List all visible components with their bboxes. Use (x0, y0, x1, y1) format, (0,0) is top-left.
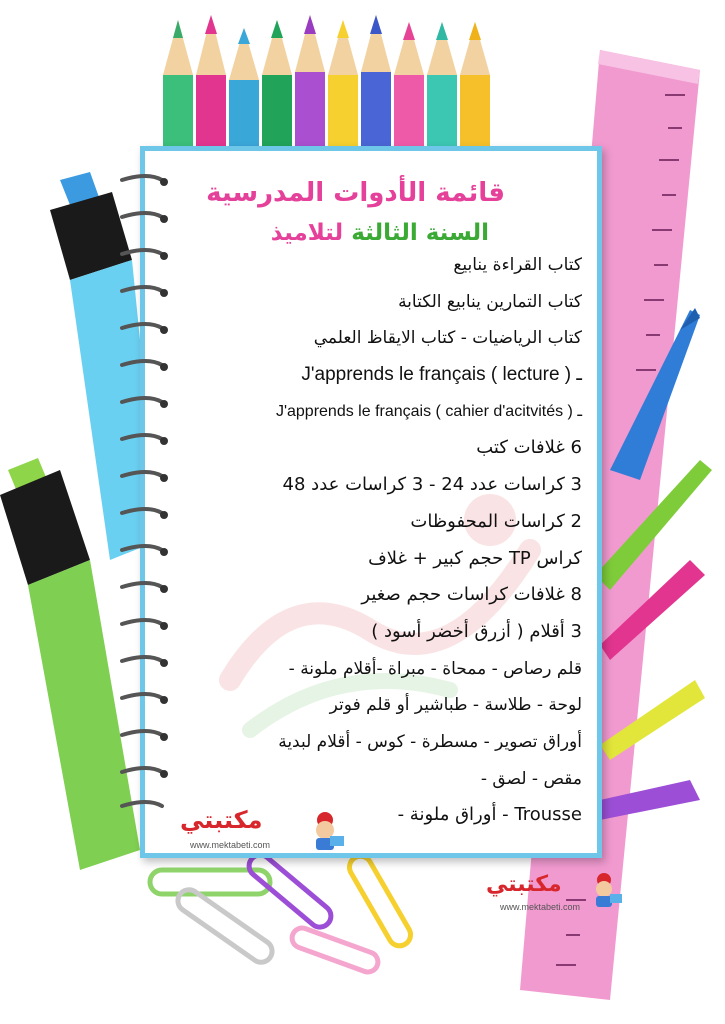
colored-pencils (163, 15, 490, 155)
page-title: قائمة الأدوات المدرسية (206, 178, 505, 208)
list-item: 8 غلافات كراسات حجم صغير (361, 584, 582, 606)
list-item: مقص - لصق - (480, 768, 582, 789)
subtitle-students: لتلاميذ (270, 220, 344, 246)
spiral-binding (118, 170, 178, 810)
logo-name: مكتبتي (180, 806, 263, 834)
list-item: كتاب التمارين ينابيع الكتابة (398, 291, 582, 312)
list-item: J'apprends le français ( lecture ) ـ (301, 364, 582, 386)
paper-clips (150, 850, 415, 974)
page-subtitle (271, 220, 489, 246)
list-item: 2 كراسات المحفوظات (410, 510, 582, 532)
list-item: 3 كراسات عدد 24 - 3 كراسات عدد 48 (282, 474, 582, 496)
logo-name: مكتبتي (486, 872, 562, 897)
list-item: J'apprends le français ( cahier d'acitvités ) ـ (275, 402, 582, 420)
logo-url: www.mektabeti.com (500, 902, 581, 912)
list-item: لوحة - طلاسة - طباشير أو قلم فوتر (329, 695, 582, 716)
list-item: أوراق تصوير - مسطرة - كوس - أقلام لبدية (278, 731, 582, 752)
list-item: كتاب القراءة ينابيع (453, 255, 582, 275)
list-item: كراس TP حجم كبير + غلاف (368, 547, 582, 569)
subtitle-grade: السنة الثالثة (351, 220, 489, 246)
brand-logo (180, 806, 360, 854)
logo-url: www.mektabeti.com (190, 840, 271, 850)
list-item: 6 غلافات كتب (476, 437, 582, 459)
list-item: قلم رصاص - ممحاة - مبراة -أقلام ملونة - (288, 658, 582, 679)
list-item: 3 أقلام ( أزرق أخضر أسود ) (371, 620, 582, 642)
brand-logo-bottom (486, 870, 646, 916)
list-item: كتاب الرياضيات - كتاب الايقاظ العلمي (313, 328, 582, 349)
list-item: Trousse - أوراق ملونة - (397, 804, 582, 826)
supplies-list (180, 252, 582, 839)
